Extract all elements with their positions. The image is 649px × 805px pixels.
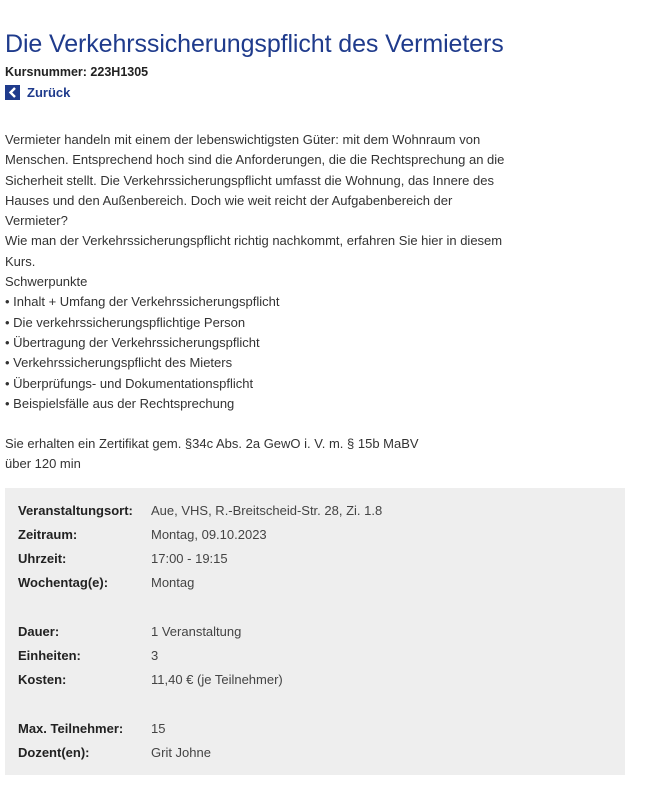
detail-value: Montag bbox=[151, 575, 195, 590]
detail-value: 15 bbox=[151, 721, 166, 736]
detail-label: Dozent(en): bbox=[18, 745, 90, 760]
description-line: Sicherheit stellt. Die Verkehrssicherungspflicht umfasst die Wohnung, das Innere des bbox=[5, 172, 494, 188]
detail-label: Dauer: bbox=[18, 624, 60, 639]
back-link-label: Zurück bbox=[27, 85, 71, 100]
certificate-line: über 120 min bbox=[5, 455, 81, 471]
focus-item: • Übertragung der Verkehrssicherungspflicht bbox=[5, 334, 260, 350]
detail-value: Montag, 09.10.2023 bbox=[151, 527, 267, 542]
detail-value: 1 Veranstaltung bbox=[151, 624, 242, 639]
detail-value: Grit Johne bbox=[151, 745, 211, 760]
detail-value: 17:00 - 19:15 bbox=[151, 551, 228, 566]
detail-label: Zeitraum: bbox=[18, 527, 78, 542]
detail-label: Wochentag(e): bbox=[18, 575, 109, 590]
description-line: Hauses und den Außenbereich. Doch wie weit reicht der Aufgabenbereich der bbox=[5, 192, 453, 208]
chevron-left-icon bbox=[5, 85, 20, 100]
description-line: Vermieter handeln mit einem der lebenswichtigsten Güter: mit dem Wohnraum von bbox=[5, 132, 481, 147]
page-title: Die Verkehrssicherungspflicht des Vermieters bbox=[5, 30, 504, 58]
detail-label: Max. Teilnehmer: bbox=[18, 721, 124, 736]
detail-label: Uhrzeit: bbox=[18, 551, 67, 566]
detail-label: Veranstaltungsort: bbox=[18, 503, 133, 518]
back-link[interactable] bbox=[5, 85, 70, 100]
description-line: Menschen. Entsprechend hoch sind die Anforderungen, die die Rechtsprechung an die bbox=[5, 152, 505, 168]
focus-item: • Überprüfungs- und Dokumentationspflicht bbox=[5, 375, 254, 391]
detail-label: Einheiten: bbox=[18, 648, 81, 663]
focus-item: • Verkehrssicherungspflicht des Mieters bbox=[5, 355, 233, 371]
course-details-box bbox=[5, 488, 625, 775]
focus-item: • Beispielsfälle aus der Rechtsprechung bbox=[5, 395, 235, 411]
certificate-line: Sie erhalten ein Zertifikat gem. §34c Abs. 2a GewO i. V. m. § 15b MaBV bbox=[5, 436, 419, 451]
description-line: Vermieter? bbox=[5, 213, 68, 229]
description-line: Wie man der Verkehrssicherungspflicht richtig nachkommt, erfahren Sie hier in diesem bbox=[5, 233, 503, 249]
detail-value: Aue, VHS, R.-Breitscheid-Str. 28, Zi. 1.8 bbox=[151, 503, 383, 518]
focus-item: • Die verkehrssicherungspflichtige Person bbox=[5, 314, 246, 330]
certificate-note bbox=[5, 434, 555, 473]
detail-value: 11,40 € (je Teilnehmer) bbox=[151, 672, 283, 687]
description-line: Kurs. bbox=[5, 253, 36, 269]
course-description bbox=[5, 130, 555, 414]
course-number: Kursnummer: 223H1305 bbox=[5, 65, 149, 79]
focus-heading: Schwerpunkte bbox=[5, 274, 88, 290]
detail-value: 3 bbox=[151, 648, 159, 663]
focus-item: • Inhalt + Umfang der Verkehrssicherungspflicht bbox=[5, 294, 280, 310]
detail-label: Kosten: bbox=[18, 672, 67, 687]
